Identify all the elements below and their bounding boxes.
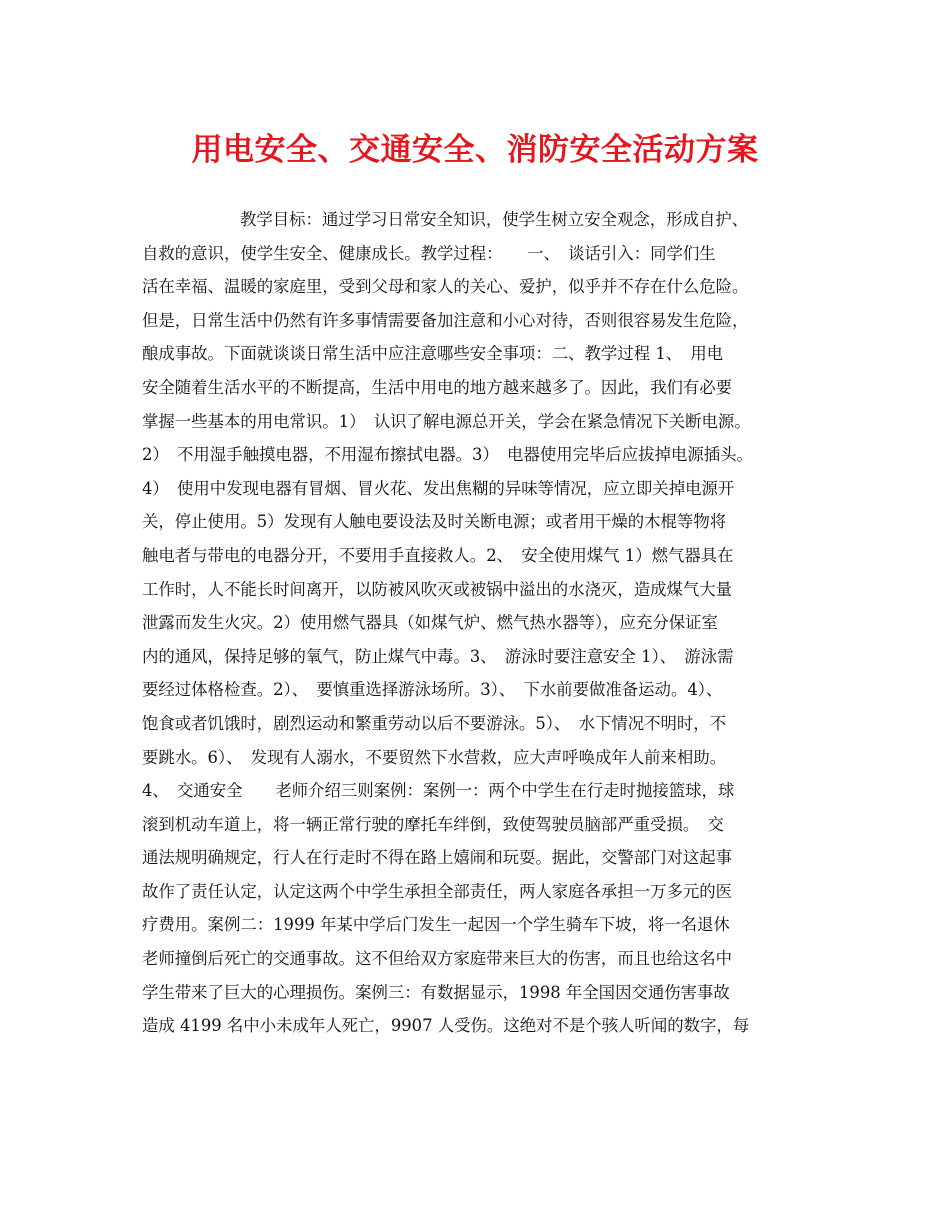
paragraph-line: 通法规明确规定，行人在行走时不得在路上嬉闹和玩耍。据此，交警部门对这起事 (142, 848, 733, 868)
paragraph-line: 安全随着生活水平的不断提高，生活中用电的地方越来越多了。因此，我们有必要 (142, 377, 733, 397)
paragraph-line: 造成 4199 名中小未成年人死亡，9907 人受伤。这绝对不是个骇人听闻的数字，每 (142, 1016, 750, 1036)
paragraph-line: 要跳水。6）、 发现有人溺水，不要贸然下水营救，应大声呼唤成年人前来相助。 (142, 747, 727, 767)
paragraph-line: 酿成事故。下面就谈谈日常生活中应注意哪些安全事项：二、教学过程 1、 用电 (142, 344, 724, 364)
paragraph-line: 触电者与带电的电器分开，不要用手直接救人。2、 安全使用煤气 1）燃气器具在 (142, 545, 734, 565)
paragraph-line: 疗费用。案例二：1999 年某中学后门发生一起因一个学生骑车下坡，将一名退休 (142, 915, 730, 935)
document-title: 用电安全、交通安全、消防安全活动方案 (191, 132, 759, 168)
paragraph-line: 滚到机动车道上，将一辆正常行驶的摩托车绊倒，致使驾驶员脑部严重受损。 交 (142, 814, 724, 834)
paragraph-line: 教学目标：通过学习日常安全知识，使学生树立安全观念，形成自护、 (240, 210, 749, 229)
paragraph-line: 饱食或者饥饿时，剧烈运动和繁重劳动以后不要游泳。5）、 水下情况不明时，不 (142, 713, 727, 733)
paragraph-line: 关，停止使用。5）发现有人触电要设法及时关断电源；或者用干燥的木棍等物将 (142, 512, 727, 532)
document-body (142, 203, 810, 1043)
paragraph-line: 4） 使用中发现电器有冒烟、冒火花、发出焦糊的异味等情况，应立即关掉电源开 (142, 478, 735, 498)
paragraph-line: 4、 交通安全 老师介绍三则案例：案例一：两个中学生在行走时抛接篮球，球 (142, 781, 735, 801)
paragraph-line: 学生带来了巨大的心理损伤。案例三：有数据显示，1998 年全国因交通伤害事故 (142, 982, 730, 1002)
paragraph-line: 要经过体格检查。2）、 要慎重选择游泳场所。3）、 下水前要做准备运动。4）、 (142, 680, 723, 700)
paragraph-line: 掌握一些基本的用电常识。1） 认识了解电源总开关，学会在紧急情况下关断电源。 (142, 411, 751, 431)
paragraph-line: 老师撞倒后死亡的交通事故。这不但给双方家庭带来巨大的伤害，而且也给这名中 (142, 949, 733, 969)
paragraph-line: 故作了责任认定，认定这两个中学生承担全部责任，两人家庭各承担一万多元的医 (142, 881, 733, 901)
paragraph-line: 但是，日常生活中仍然有许多事情需要备加注意和小心对待，否则很容易发生危险， (142, 310, 749, 330)
paragraph-line: 内的通风，保持足够的氧气，防止煤气中毒。3、 游泳时要注意安全 1）、 游泳需 (142, 646, 734, 666)
paragraph-line: 自救的意识，使学生安全、健康成长。教学过程： 一、 谈话引入：同学们生 (142, 243, 716, 263)
paragraph-line: 泄露而发生火灾。2）使用燃气器具（如煤气炉、燃气热水器等），应充分保证室 (142, 613, 718, 633)
paragraph-line: 工作时，人不能长时间离开，以防被风吹灭或被锅中溢出的水浇灭，造成煤气大量 (142, 579, 733, 599)
paragraph-line: 活在幸福、温暖的家庭里，受到父母和家人的关心、爱护，似乎并不存在什么危险。 (142, 277, 749, 297)
paragraph-line: 2） 不用湿手触摸电器，不用湿布擦拭电器。3） 电器使用完毕后应拔掉电源插头。 (142, 445, 753, 465)
